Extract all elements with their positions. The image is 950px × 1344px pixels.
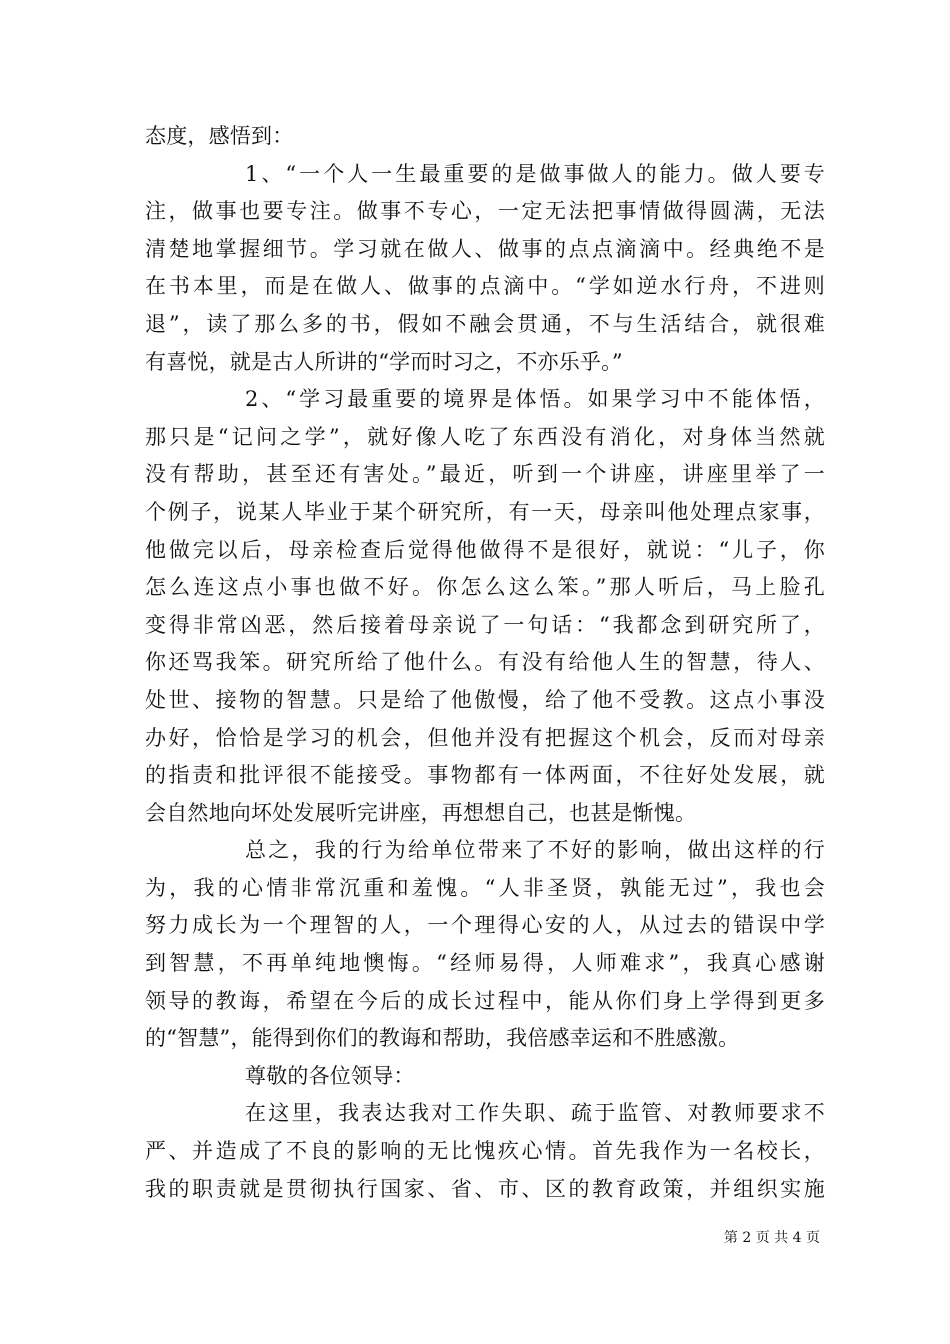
text-line: 的指责和批评很不能接受。事物都有一体两面，不往好处发展，就 — [145, 763, 825, 788]
text-line: 到智慧，不再单纯地懊悔。“经师易得，人师难求”，我真心感谢 — [145, 951, 825, 976]
text-line: 严、并造成了不良的影响的无比愧疚心情。首先我作为一名校长， — [145, 1139, 825, 1164]
text-line: 会自然地向坏处发展听完讲座，再想想自己，也甚是惭愧。 — [145, 800, 697, 825]
text-line: 退”，读了那么多的书，假如不融会贯通，不与生活结合，就很难 — [145, 311, 825, 336]
text-line: 个例子，说某人毕业于某个研究所，有一天，母亲叫他处理点家事， — [145, 499, 825, 524]
page-number: 第 2 页 共 4 页 — [723, 1230, 820, 1246]
text-line: 办好，恰恰是学习的机会，但他并没有把握这个机会，反而对母亲 — [145, 725, 825, 750]
text-line: 在这里，我表达我对工作失职、疏于监管、对教师要求不 — [245, 1101, 825, 1126]
text-line: 领导的教诲，希望在今后的成长过程中，能从你们身上学得到更多 — [145, 988, 825, 1013]
text-line: 态度，感悟到： — [145, 124, 294, 148]
text-line: 尊敬的各位领导： — [245, 1063, 415, 1088]
text-line: 努力成长为一个理智的人，一个理得心安的人，从过去的错误中学 — [145, 913, 825, 938]
text-line: 你还骂我笨。研究所给了他什么。有没有给他人生的智慧，待人、 — [145, 650, 825, 675]
text-line: 他做完以后，母亲检查后觉得他做得不是很好，就说：“儿子，你 — [145, 537, 825, 562]
text-line: 怎么连这点小事也做不好。你怎么这么笨。”那人听后，马上脸孔 — [145, 575, 825, 600]
text-line: 那只是“记问之学”，就好像人吃了东西没有消化，对身体当然就 — [145, 424, 825, 449]
text-line: 没有帮助，甚至还有害处。”最近，听到一个讲座，讲座里举了一 — [145, 462, 825, 487]
text-line: 注，做事也要专注。做事不专心，一定无法把事情做得圆满，无法 — [145, 199, 825, 224]
text-line: 处世、接物的智慧。只是给了他傲慢，给了他不受教。这点小事没 — [145, 687, 825, 712]
text-line: 在书本里，而是在做人、做事的点滴中。“学如逆水行舟，不进则 — [145, 274, 825, 299]
document-body — [145, 118, 825, 1208]
text-line: 2、“学习最重要的境界是体悟。如果学习中不能体悟， — [245, 387, 825, 412]
text-line: 变得非常凶恶，然后接着母亲说了一句话：“我都念到研究所了， — [145, 612, 825, 637]
text-line: 的“智慧”，能得到你们的教诲和帮助，我倍感幸运和不胜感激。 — [145, 1026, 740, 1051]
text-line: 我的职责就是贯彻执行国家、省、市、区的教育政策，并组织实施 — [145, 1176, 825, 1201]
text-line: 总之，我的行为给单位带来了不好的影响，做出这样的行 — [245, 838, 825, 863]
text-line: 清楚地掌握细节。学习就在做人、做事的点点滴滴中。经典绝不是 — [145, 236, 825, 261]
text-line: 1、“一个人一生最重要的是做事做人的能力。做人要专 — [245, 161, 825, 186]
text-line: 为，我的心情非常沉重和羞愧。“人非圣贤，孰能无过”，我也会 — [145, 875, 825, 900]
text-line: 有喜悦，就是古人所讲的“学而时习之，不亦乐乎。” — [145, 349, 623, 374]
